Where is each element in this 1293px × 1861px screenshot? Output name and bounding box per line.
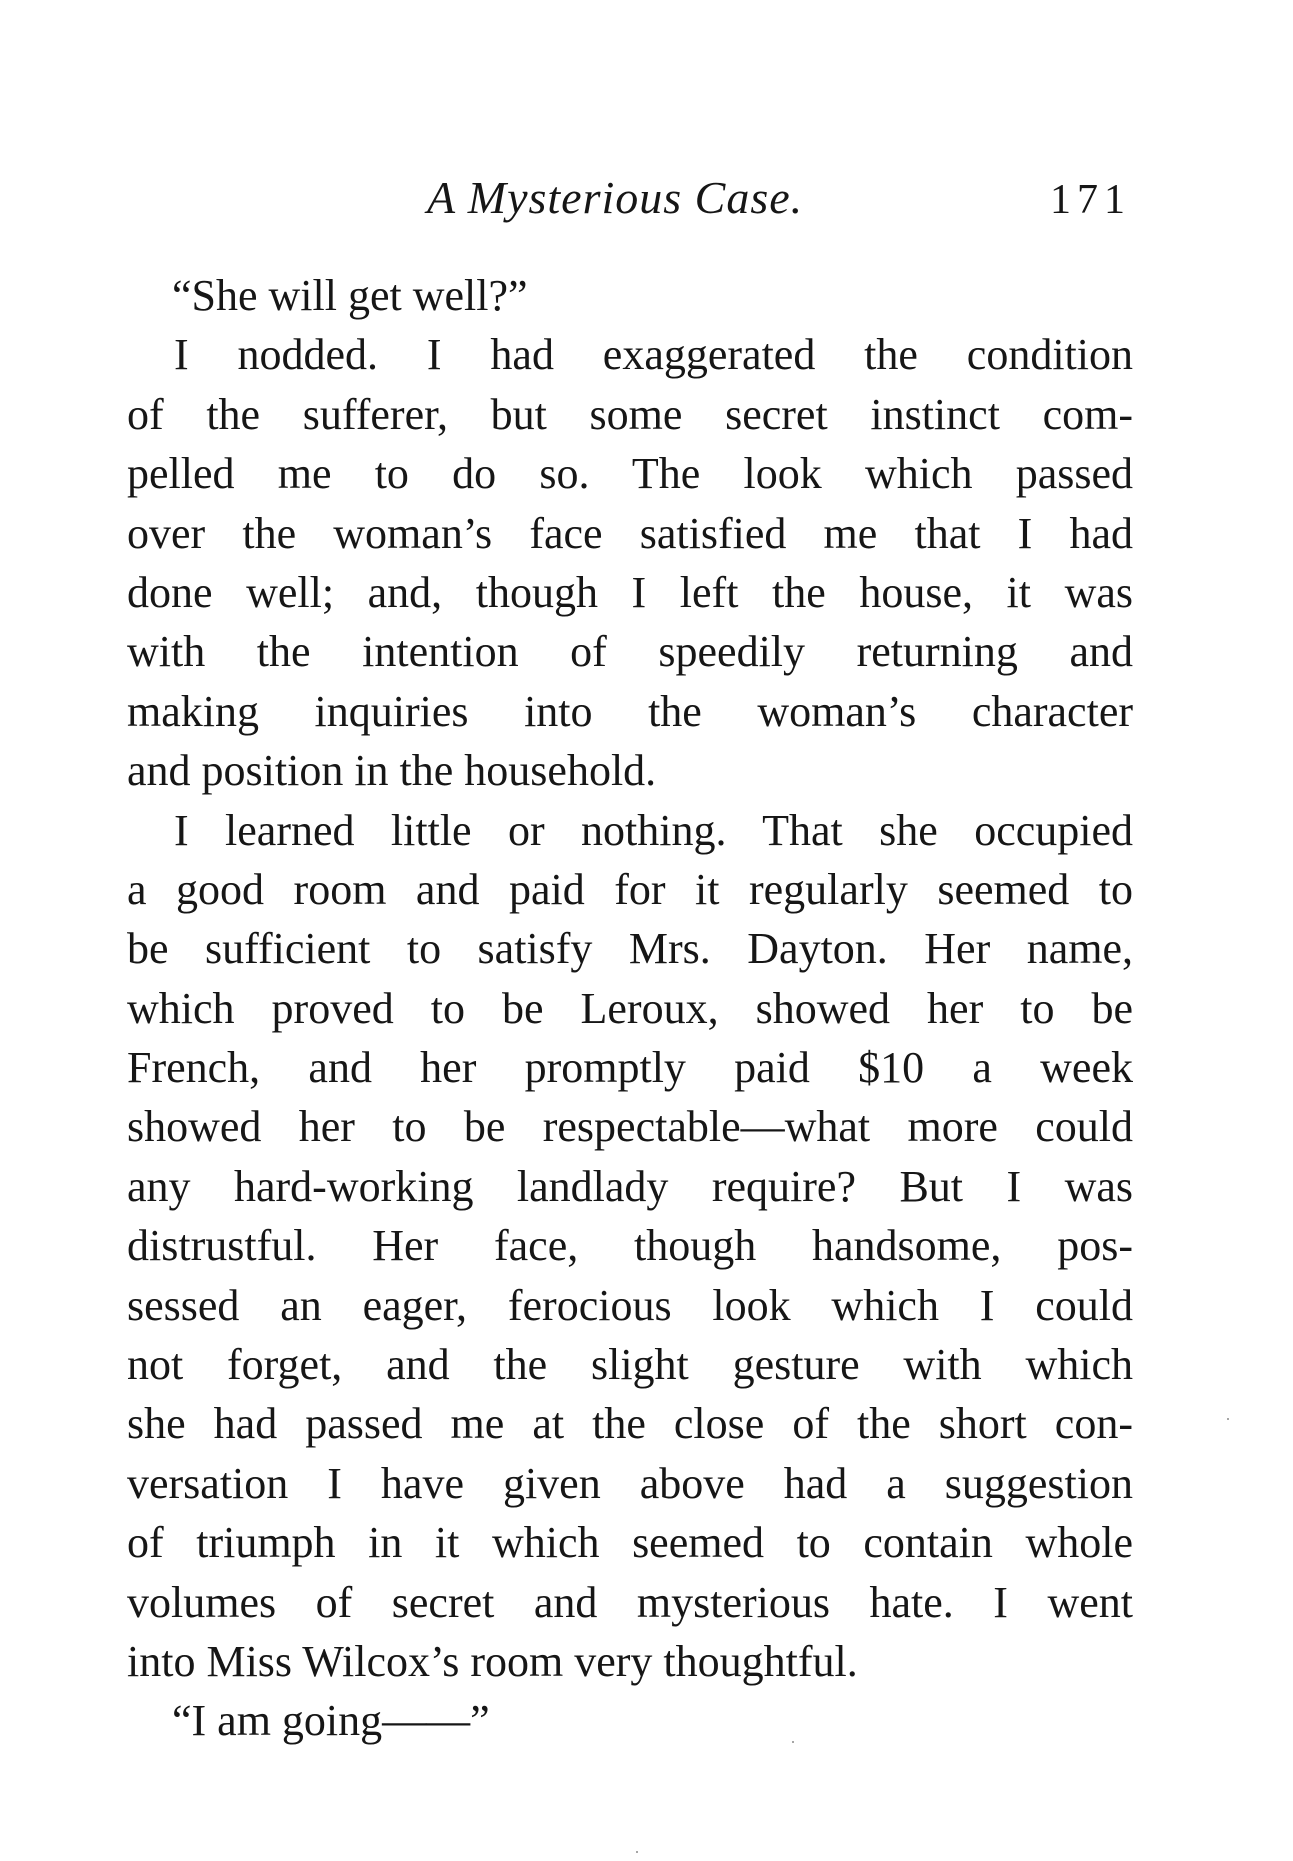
text-line: pelled me to do so. The look which passed <box>127 449 1133 499</box>
text-line: done well; and, though I left the house, it was <box>127 567 1133 617</box>
chapter-title: A Mysterious Case. <box>427 172 804 223</box>
paper-speck <box>792 1741 794 1743</box>
text-line: I nodded. I had exaggerated the condition <box>174 330 1133 380</box>
text-line: which proved to be Leroux, showed her to be <box>127 983 1133 1033</box>
text-line: with the intention of speedily returning and <box>127 627 1133 677</box>
paper-speck <box>636 1851 638 1853</box>
text-line: and position in the household. <box>127 746 657 796</box>
text-line: making inquiries into the woman’s character <box>127 686 1133 736</box>
body-text <box>127 266 1133 1751</box>
page-number: 171 <box>1050 177 1131 223</box>
running-header <box>127 170 1131 230</box>
text-line: sessed an eager, ferocious look which I could <box>127 1280 1133 1330</box>
text-line: I learned little or nothing. That she occupied <box>174 805 1133 855</box>
text-line: of the sufferer, but some secret instinct com- <box>127 389 1133 439</box>
text-line: not forget, and the slight gesture with which <box>127 1340 1133 1390</box>
text-line: “I am going——” <box>172 1696 490 1746</box>
text-line: “She will get well?” <box>172 271 528 320</box>
text-line: over the woman’s face satisfied me that I had <box>127 508 1133 558</box>
text-line: distrustful. Her face, though handsome, pos- <box>127 1221 1133 1271</box>
text-line: versation I have given above had a suggestion <box>127 1458 1133 1508</box>
paper-speck <box>1227 1418 1229 1420</box>
text-line: of triumph in it which seemed to contain whole <box>127 1518 1133 1568</box>
text-line: any hard-working landlady require? But I was <box>127 1161 1133 1211</box>
text-line: showed her to be respectable—what more could <box>127 1102 1133 1152</box>
text-line: French, and her promptly paid $10 a week <box>127 1043 1133 1093</box>
text-line: into Miss Wilcox’s room very thoughtful. <box>127 1636 858 1686</box>
text-line: a good room and paid for it regularly seemed to <box>127 864 1133 914</box>
text-line: volumes of secret and mysterious hate. I went <box>127 1577 1133 1627</box>
text-line: be sufficient to satisfy Mrs. Dayton. Her name, <box>127 924 1133 974</box>
text-line: she had passed me at the close of the short con- <box>127 1399 1133 1449</box>
